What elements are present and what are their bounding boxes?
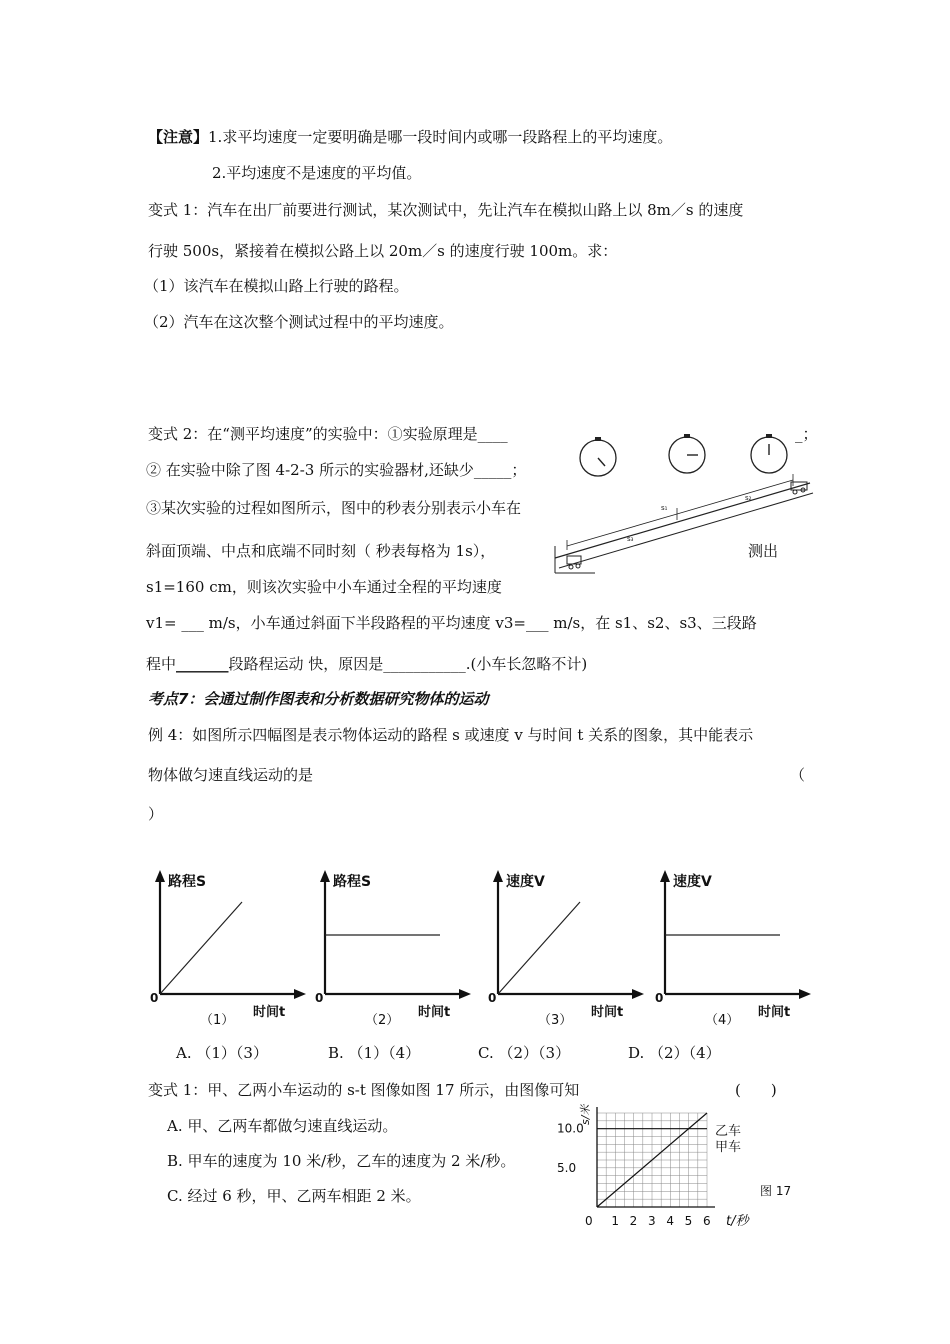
st-chart: [555, 1103, 805, 1228]
example4-option-b: B. （1）（4）: [328, 1044, 421, 1062]
graph-x-label: 时间t: [253, 1005, 286, 1020]
variant2-line2: ② 在实验中除了图 4-2-3 所示的实验器材,还缺少_____；: [146, 461, 527, 479]
label-s3: s₃: [627, 535, 634, 543]
variant2-line7a: 程中: [146, 655, 177, 673]
motion-graph-2: [305, 866, 480, 1036]
variant2-line5: s1=160 cm，则该次实验中小车通过全程的平均速度: [146, 578, 502, 596]
graph-origin-label: 0: [488, 991, 497, 1005]
graph-origin-label: 0: [655, 991, 664, 1005]
variant2-line4-right: 测出: [748, 542, 779, 560]
origin-label: 0: [585, 1214, 593, 1228]
graph-caption: （2）: [365, 1013, 400, 1028]
variant1-q1: （1）该汽车在模拟山路上行驶的路程。: [144, 277, 409, 295]
graph-y-label: 路程S: [333, 874, 372, 890]
answer-blank: _______: [176, 655, 229, 673]
motion-graph-3: [478, 866, 653, 1036]
variant2-line3: ③某次实验的过程如图所示，图中的秒表分别表示小车在: [146, 499, 522, 517]
graph-y-label: 速度V: [506, 874, 545, 890]
note-item-1: 1.求平均速度一定要明确是哪一段时间内或哪一段路程上的平均速度。: [208, 128, 673, 146]
incline-stopwatch-figure: [545, 428, 815, 578]
graph-y-label: 速度V: [673, 874, 712, 890]
x-axis-label: t/秒: [726, 1214, 749, 1228]
series-label-1: 甲车: [715, 1140, 742, 1155]
variant3-option-b: B. 甲车的速度为 10 米/秒，乙车的速度为 2 米/秒。: [167, 1152, 516, 1170]
variant1-q2: （2）汽车在这次整个测试过程中的平均速度。: [144, 313, 454, 331]
example4-option-c: C. （2）（3）: [478, 1044, 571, 1062]
x-tick-label: 2: [629, 1214, 638, 1228]
x-tick-label: 5: [684, 1214, 693, 1228]
motion-graph-1: [140, 866, 315, 1036]
x-tick-label: 6: [703, 1214, 711, 1228]
variant2-line1: 变式 2：在“测平均速度”的实验中：①实验原理是____: [148, 425, 508, 443]
motion-graph-4: [645, 866, 820, 1036]
graph-caption: （3）: [538, 1013, 573, 1028]
label-s1: s₁: [661, 504, 668, 512]
variant2-line7b: 段路程运动 快，原因是___________.(小车长忽略不计): [228, 655, 588, 673]
graph-caption: （4）: [705, 1013, 740, 1028]
variant2-line6: v1= ___ m/s，小车通过斜面下半段路程的平均速度 v3=___ m/s，在 s1、s2、s3、三段路: [146, 614, 757, 632]
graph-plot-line: [498, 902, 580, 994]
example4-line1: 例 4：如图所示四幅图是表示物体运动的路程 s 或速度 v 与时间 t 关系的图象，其中能表示: [148, 726, 754, 744]
example4-option-a: A. （1）（3）: [176, 1044, 268, 1062]
example4-paren-close: ）: [148, 805, 164, 823]
variant3-option-c: C. 经过 6 秒，甲、乙两车相距 2 米。: [167, 1187, 421, 1205]
note-tag: 【注意】: [148, 128, 209, 146]
y-tick-label: 5.0: [557, 1160, 577, 1175]
chart-title: 图 17: [760, 1184, 792, 1198]
distance-markers: [567, 474, 793, 550]
graph-x-label: 时间t: [418, 1005, 451, 1020]
section7-title: 考点7：会通过制作图表和分析数据研究物体的运动: [148, 690, 489, 708]
variant1-line1: 变式 1：汽车在出厂前要进行测试，某次测试中，先让汽车在模拟山路上以 8m／s 的速度: [148, 201, 744, 219]
x-tick-label: 4: [666, 1214, 674, 1228]
variant2-line7: [146, 654, 587, 674]
stopwatch-start-icon: [580, 437, 616, 476]
graph-x-label: 时间t: [591, 1005, 624, 1020]
variant3-line1: 变式 1：甲、乙两小车运动的 s-t 图像如图 17 所示，由图像可知: [148, 1081, 580, 1099]
incline-ramp: [555, 483, 813, 573]
stopwatch-end-icon: [751, 434, 787, 473]
graph-origin-label: 0: [315, 991, 324, 1005]
graph-origin-label: 0: [150, 991, 159, 1005]
label-s2: s₂: [745, 494, 752, 502]
example4-paren-open: （: [790, 766, 806, 784]
graph-y-label: 路程S: [168, 874, 207, 890]
note-line-1: [148, 127, 672, 147]
variant3-paren: ( ): [735, 1081, 777, 1099]
stopwatch-middle-icon: [669, 434, 705, 473]
variant2-line1-end: _；: [795, 425, 818, 443]
graph-x-label: 时间t: [758, 1005, 791, 1020]
x-tick-label: 1: [611, 1214, 619, 1228]
example4-line2: 物体做匀速直线运动的是: [148, 766, 314, 784]
variant1-line2: 行驶 500s，紧接着在模拟公路上以 20m／s 的速度行驶 100m。求：: [148, 242, 618, 260]
variant2-line4: 斜面顶端、中点和底端不同时刻（ 秒表每格为 1s），: [146, 542, 496, 560]
example4-option-d: D. （2）（4）: [628, 1044, 721, 1062]
x-tick-label: 3: [648, 1214, 656, 1228]
graph-plot-line: [160, 902, 242, 994]
series-label-0: 乙车: [715, 1124, 742, 1139]
y-axis-label: s/米: [579, 1104, 592, 1125]
note-item-2: 2.平均速度不是速度的平均值。: [212, 164, 422, 182]
y-tick-label: 10.0: [557, 1121, 584, 1136]
variant3-option-a: A. 甲、乙两车都做匀速直线运动。: [167, 1117, 398, 1135]
graph-caption: （1）: [200, 1013, 235, 1028]
